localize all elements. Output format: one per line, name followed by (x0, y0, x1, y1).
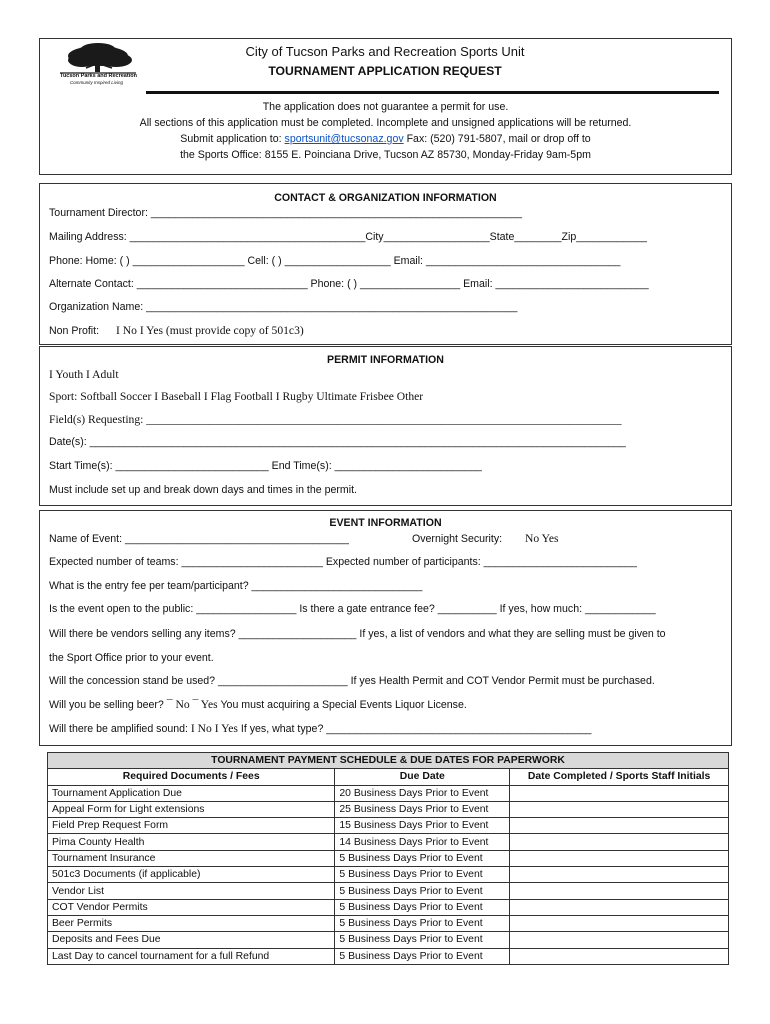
beer-sales-options[interactable]: ¯ No ¯ Yes (166, 698, 218, 711)
overnight-security-options[interactable]: No Yes (525, 532, 559, 545)
due-date-cell: 5 Business Days Prior to Event (335, 899, 510, 915)
nonprofit-options[interactable]: I No I Yes (must provide copy of 501c3) (116, 324, 304, 337)
header-rule (146, 91, 719, 94)
event-name-field[interactable]: Name of Event: ______________________________________ (49, 533, 349, 545)
due-date-cell: 5 Business Days Prior to Event (335, 850, 510, 866)
table-row (48, 932, 729, 948)
logo-text-secondary: Community Inspired Living (70, 80, 124, 85)
sport-options[interactable]: Sport: Softball Soccer I Baseball I Flag Football I Rugby Ultimate Frisbee Other (49, 390, 424, 403)
due-date-cell: 5 Business Days Prior to Event (335, 867, 510, 883)
document-cell: Tournament Insurance (48, 850, 335, 866)
payment-schedule-title: TOURNAMENT PAYMENT SCHEDULE & DUE DATES FOR PAPERWORK (48, 753, 729, 769)
document-cell: Last Day to cancel tournament for a full Refund (48, 948, 335, 964)
public-gate-fee-field[interactable]: Is the event open to the public: _________________ Is there a gate entrance fee? __________ If yes, how much: ____________ (49, 603, 656, 615)
completion-cell[interactable] (510, 834, 729, 850)
table-row (48, 801, 729, 817)
submission-suffix: Fax: (520) 791-5807, mail or drop off to (403, 133, 591, 145)
table-row (48, 948, 729, 964)
entry-fee-field[interactable]: What is the entry fee per team/participant? _____________________________ (49, 580, 423, 592)
logo-text-primary: Tucson Parks and Recreation (60, 73, 137, 79)
completion-cell[interactable] (510, 785, 729, 801)
alternate-contact-field[interactable]: Alternate Contact: _____________________________ Phone: ( ) _________________ Email: __________________________ (49, 278, 649, 290)
table-row (48, 850, 729, 866)
overnight-security-label: Overnight Security: (412, 533, 503, 545)
submission-line (39, 133, 732, 145)
due-date-cell: 15 Business Days Prior to Event (335, 818, 510, 834)
completion-cell[interactable] (510, 883, 729, 899)
table-row (48, 883, 729, 899)
due-date-cell: 5 Business Days Prior to Event (335, 932, 510, 948)
table-row (48, 818, 729, 834)
table-row (48, 785, 729, 801)
document-cell: Field Prep Request Form (48, 818, 335, 834)
table-row (48, 867, 729, 883)
due-date-cell: 14 Business Days Prior to Event (335, 834, 510, 850)
completion-cell[interactable] (510, 915, 729, 931)
completion-cell[interactable] (510, 867, 729, 883)
completion-requirement: All sections of this application must be completed. Incomplete and unsigned applications will be returned. (139, 117, 632, 129)
document-cell: Pima County Health (48, 834, 335, 850)
column-header-date-completed: Date Completed / Sports Staff Initials (510, 769, 729, 785)
page-subtitle: TOURNAMENT APPLICATION REQUEST (268, 64, 502, 78)
completion-cell[interactable] (510, 899, 729, 915)
table-row (48, 834, 729, 850)
age-group-options[interactable]: I Youth I Adult (49, 368, 119, 381)
organization-name-field[interactable]: Organization Name: _______________________________________________________________ (49, 301, 518, 313)
dates-field[interactable]: Date(s): ___________________________________________________________________________________________ (49, 436, 626, 448)
completion-cell[interactable] (510, 850, 729, 866)
tournament-director-field[interactable]: Tournament Director: _______________________________________________________________ (49, 207, 523, 219)
nonprofit-label: Non Profit: (49, 325, 100, 337)
permit-heading: PERMIT INFORMATION (327, 354, 444, 366)
document-cell: Tournament Application Due (48, 785, 335, 801)
page-title: City of Tucson Parks and Recreation Sports Unit (245, 44, 525, 59)
due-date-cell: 20 Business Days Prior to Event (335, 785, 510, 801)
teams-participants-field[interactable]: Expected number of teams: ________________________ Expected number of participants: __________________________ (49, 556, 637, 568)
contact-heading: CONTACT & ORGANIZATION INFORMATION (274, 192, 497, 204)
beer-sales-label: Will you be selling beer? (49, 699, 164, 711)
amplified-sound-label: Will there be amplified sound: (49, 723, 188, 735)
document-cell: COT Vendor Permits (48, 899, 335, 915)
times-field[interactable]: Start Time(s): __________________________ End Time(s): _________________________ (49, 460, 482, 472)
event-heading: EVENT INFORMATION (329, 517, 442, 529)
permit-section (39, 346, 732, 506)
due-date-cell: 5 Business Days Prior to Event (335, 883, 510, 899)
submission-prefix: Submit application to: (180, 133, 285, 145)
table-row (48, 899, 729, 915)
document-cell: Deposits and Fees Due (48, 932, 335, 948)
completion-cell[interactable] (510, 818, 729, 834)
document-cell: 501c3 Documents (if applicable) (48, 867, 335, 883)
tucson-parks-logo (56, 42, 140, 88)
email-link[interactable]: sportsunit@tucsonaz.gov (284, 133, 404, 145)
vendors-field-continued: the Sport Office prior to your event. (49, 652, 214, 664)
concession-field[interactable]: Will the concession stand be used? ______________________ If yes Health Permit and COT Vendor Permit must be purchased. (49, 675, 655, 687)
document-cell: Appeal Form for Light extensions (48, 801, 335, 817)
phone-field[interactable]: Phone: Home: ( ) ___________________ Cell: ( ) __________________ Email: _________________________________ (49, 255, 621, 267)
amplified-sound-type-field[interactable]: If yes, what type? _____________________________________________ (240, 723, 592, 735)
due-date-cell: 5 Business Days Prior to Event (335, 915, 510, 931)
due-date-cell: 5 Business Days Prior to Event (335, 948, 510, 964)
column-header-due-date: Due Date (335, 769, 510, 785)
disclaimer-text: The application does not guarantee a permit for use. (262, 101, 509, 113)
document-cell: Beer Permits (48, 915, 335, 931)
due-date-cell: 25 Business Days Prior to Event (335, 801, 510, 817)
document-cell: Vendor List (48, 883, 335, 899)
mailing-address-field[interactable]: Mailing Address: ________________________________________City__________________State________Zip____________ (49, 231, 647, 243)
beer-sales-note: You must acquiring a Special Events Liquor License. (220, 699, 467, 711)
completion-cell[interactable] (510, 948, 729, 964)
office-address: the Sports Office: 8155 E. Poinciana Drive, Tucson AZ 85730, Monday-Friday 9am-5pm (180, 149, 591, 161)
completion-cell[interactable] (510, 801, 729, 817)
table-row (48, 915, 729, 931)
amplified-sound-options[interactable]: I No I Yes (190, 722, 238, 735)
amplified-sound-line (49, 722, 591, 735)
payment-schedule-table (47, 752, 729, 965)
column-header-documents: Required Documents / Fees (48, 769, 335, 785)
completion-cell[interactable] (510, 932, 729, 948)
permit-note: Must include set up and break down days and times in the permit. (49, 484, 357, 496)
beer-sales-line (49, 698, 467, 711)
vendors-field[interactable]: Will there be vendors selling any items? ____________________ If yes, a list of vendors and what they are selling must be given to (49, 628, 666, 640)
fields-requesting-field[interactable]: Field(s) Requesting: __________________________________________________________________________________ (49, 413, 622, 426)
